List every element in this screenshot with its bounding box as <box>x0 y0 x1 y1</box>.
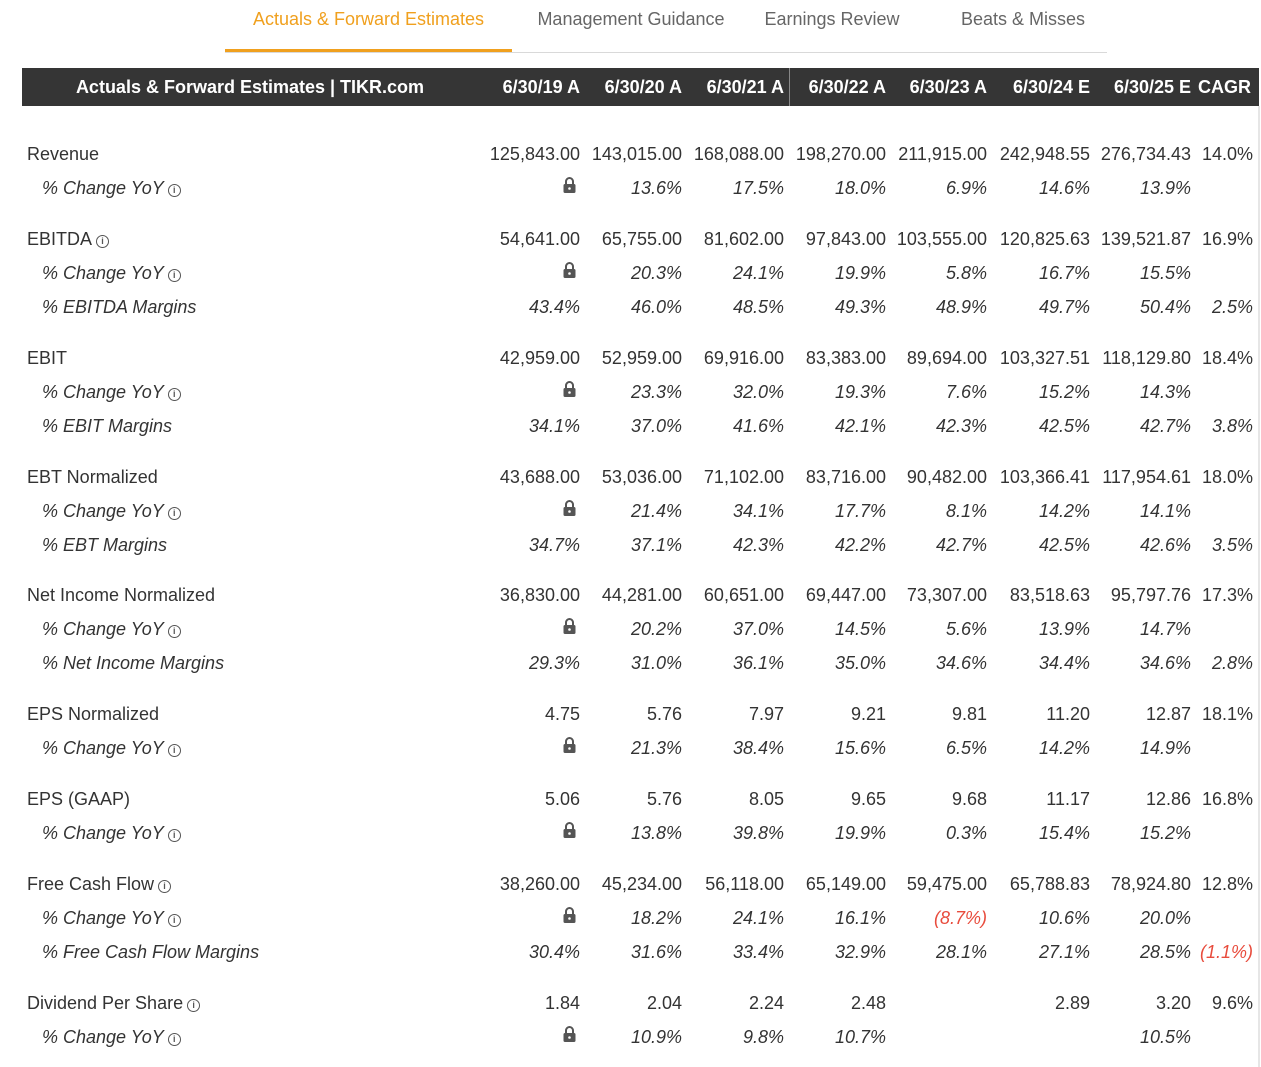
table-row <box>22 732 1259 764</box>
lock-icon[interactable] <box>562 499 577 517</box>
table-cell: 81,602.00 <box>703 229 784 249</box>
table-cell: 9.21 <box>850 704 886 724</box>
row-label-text: % EBIT Margins <box>42 416 173 436</box>
table-cell: 44,281.00 <box>601 585 682 605</box>
table-cell: 83,518.63 <box>1009 585 1090 605</box>
table-cell: 37.0% <box>630 416 682 436</box>
table-cell: 65,149.00 <box>805 874 886 894</box>
row-label-text: % EBT Margins <box>42 535 168 555</box>
table-row <box>22 783 1259 815</box>
info-icon[interactable]: i <box>168 829 181 842</box>
table-cell: 56,118.00 <box>705 874 784 894</box>
table-cell: 6.5% <box>945 738 987 758</box>
table-cell: 15.2% <box>1139 823 1191 843</box>
table-row <box>22 868 1259 900</box>
column-header: 6/30/20 A <box>604 77 682 97</box>
table-cell: 17.7% <box>834 501 886 521</box>
table-cell: 9.65 <box>850 789 886 809</box>
table-cell: (8.7%) <box>933 908 987 928</box>
table-cell: 9.81 <box>951 704 987 724</box>
table-cell: 42.5% <box>1038 416 1090 436</box>
row-label-text: Dividend Per Share <box>27 993 184 1013</box>
table-cell: 9.68 <box>951 789 987 809</box>
table-cell: 42.3% <box>732 535 784 555</box>
row-label <box>42 501 181 522</box>
table-cell: 15.2% <box>1038 382 1090 402</box>
table-cell: 42.6% <box>1139 535 1191 555</box>
table-row <box>22 902 1259 934</box>
table-row <box>22 138 1259 170</box>
table-row <box>22 1021 1259 1053</box>
table-cell: 65,788.83 <box>1009 874 1090 894</box>
table-cell: 52,959.00 <box>601 348 682 368</box>
table-cell: 18.4% <box>1201 348 1253 368</box>
table-cell: 65,755.00 <box>601 229 682 249</box>
table-cell: 15.4% <box>1038 823 1090 843</box>
table-row <box>22 613 1259 645</box>
info-icon[interactable]: i <box>168 914 181 927</box>
table-cell: 59,475.00 <box>906 874 987 894</box>
table-cell: 16.8% <box>1201 789 1253 809</box>
table-cell: 14.0% <box>1201 144 1253 164</box>
table-cell: 6.9% <box>945 178 987 198</box>
table-cell: 10.9% <box>630 1027 682 1047</box>
table-cell: 5.8% <box>945 263 987 283</box>
row-label-text: % Change YoY <box>42 738 164 758</box>
row-label <box>42 823 181 844</box>
table-cell: 242,948.55 <box>999 144 1090 164</box>
column-header: 6/30/24 E <box>1012 77 1090 97</box>
table-row <box>22 529 1259 561</box>
table-cell: 45,234.00 <box>601 874 682 894</box>
table-cell: 32.9% <box>834 942 886 962</box>
table-row <box>22 376 1259 408</box>
table-cell: 198,270.00 <box>795 144 886 164</box>
table-cell: 34.1% <box>528 416 580 436</box>
table-cell: 33.4% <box>732 942 784 962</box>
table-cell: 19.3% <box>834 382 886 402</box>
table-cell: 8.1% <box>945 501 987 521</box>
lock-icon[interactable] <box>562 380 577 398</box>
column-header: 6/30/25 E <box>1113 77 1191 97</box>
info-icon[interactable]: i <box>158 880 171 893</box>
row-label <box>27 993 200 1014</box>
lock-icon[interactable] <box>562 261 577 279</box>
table-cell: 103,555.00 <box>896 229 987 249</box>
table-cell: 42.7% <box>935 535 987 555</box>
row-label <box>27 585 215 606</box>
table-cell: 5.76 <box>646 704 682 724</box>
table-cell: 139,521.87 <box>1100 229 1191 249</box>
info-icon[interactable]: i <box>168 388 181 401</box>
table-cell: 38,260.00 <box>499 874 580 894</box>
info-icon[interactable]: i <box>168 625 181 638</box>
table-cell: 34.1% <box>732 501 784 521</box>
table-cell: 46.0% <box>630 297 682 317</box>
table-header <box>22 68 1259 106</box>
table-cell: 7.6% <box>945 382 987 402</box>
table-cell: 7.97 <box>748 704 784 724</box>
table-cell: 120,825.63 <box>999 229 1090 249</box>
row-label-text: EPS (GAAP) <box>27 789 131 809</box>
table-cell: 18.0% <box>1201 467 1253 487</box>
table-cell: 54,641.00 <box>499 229 580 249</box>
table-cell: 49.7% <box>1038 297 1090 317</box>
row-label <box>42 908 181 929</box>
table-row <box>22 410 1259 442</box>
table-cell: 43.4% <box>528 297 580 317</box>
table-cell: 117,954.61 <box>1102 467 1191 487</box>
table-cell: 38.4% <box>732 738 784 758</box>
table-cell: 2.48 <box>850 993 886 1013</box>
table-cell: 2.04 <box>646 993 682 1013</box>
table-cell: 28.5% <box>1139 942 1191 962</box>
table-row <box>22 698 1259 730</box>
table-cell: 10.5% <box>1139 1027 1191 1047</box>
table-cell: 36,830.00 <box>499 585 580 605</box>
table-cell: 5.06 <box>544 789 580 809</box>
table-cell: 18.1% <box>1201 704 1253 724</box>
column-header: 6/30/22 A <box>808 77 886 97</box>
table-row <box>22 495 1259 527</box>
row-label <box>42 297 196 318</box>
table-cell: 2.89 <box>1054 993 1090 1013</box>
table-cell: 21.4% <box>630 501 682 521</box>
table-row <box>22 342 1259 374</box>
table-cell: 5.76 <box>646 789 682 809</box>
table-cell: 2.24 <box>748 993 784 1013</box>
table-cell: 42.2% <box>834 535 886 555</box>
row-label-text: % Change YoY <box>42 263 164 283</box>
table-row <box>22 647 1259 679</box>
table-cell: 118,129.80 <box>1102 348 1191 368</box>
table-cell: 10.7% <box>834 1027 886 1047</box>
row-label-text: EBITDA <box>27 229 93 249</box>
row-label-text: % EBITDA Margins <box>42 297 197 317</box>
row-label-text: % Change YoY <box>42 178 164 198</box>
table-cell: 16.1% <box>834 908 886 928</box>
info-icon[interactable]: i <box>96 235 109 248</box>
table-cell: 42,959.00 <box>499 348 580 368</box>
row-label <box>42 738 181 759</box>
table-cell: 31.6% <box>630 942 682 962</box>
row-label <box>27 874 171 895</box>
table-cell: 39.8% <box>732 823 784 843</box>
table-cell: 71,102.00 <box>703 467 784 487</box>
table-cell: 49.3% <box>834 297 886 317</box>
row-label-text: % Change YoY <box>42 501 164 521</box>
table-cell: 4.75 <box>544 704 580 724</box>
table-cell: 168,088.00 <box>693 144 784 164</box>
row-label <box>27 229 109 250</box>
table-cell: 14.5% <box>834 619 886 639</box>
table-cell: 12.86 <box>1145 789 1191 809</box>
row-label-text: % Change YoY <box>42 382 164 402</box>
table-cell: 16.7% <box>1038 263 1090 283</box>
table-cell: 37.1% <box>630 535 682 555</box>
table-cell: (1.1%) <box>1199 942 1253 962</box>
row-label <box>42 382 181 403</box>
info-icon[interactable]: i <box>187 999 200 1012</box>
table-cell: 37.0% <box>732 619 784 639</box>
table-row <box>22 223 1259 255</box>
table-cell: 34.4% <box>1038 653 1090 673</box>
table-cell: 14.9% <box>1139 738 1191 758</box>
table-cell: 53,036.00 <box>601 467 682 487</box>
table-cell: 17.5% <box>732 178 784 198</box>
table-cell: 19.9% <box>834 823 886 843</box>
lock-icon[interactable] <box>562 906 577 924</box>
tab-beats-misses[interactable]: Beats & Misses <box>960 9 1086 29</box>
info-icon[interactable]: i <box>168 184 181 197</box>
table-cell: 11.17 <box>1046 789 1090 809</box>
table-cell: 20.0% <box>1139 908 1191 928</box>
table-cell: 103,327.51 <box>999 348 1090 368</box>
table-cell: 50.4% <box>1139 297 1191 317</box>
row-label-text: Revenue <box>27 144 100 164</box>
table-cell: 34.7% <box>528 535 580 555</box>
table-cell: 11.20 <box>1046 704 1090 724</box>
table-cell: 78,924.80 <box>1110 874 1191 894</box>
table-cell: 95,797.76 <box>1110 585 1191 605</box>
row-label <box>42 1027 181 1048</box>
table-cell: 48.9% <box>935 297 987 317</box>
table-cell: 211,915.00 <box>898 144 987 164</box>
table-cell: 43,688.00 <box>499 467 580 487</box>
table-cell: 34.6% <box>935 653 987 673</box>
table-row <box>22 172 1259 204</box>
row-label <box>27 704 159 725</box>
row-label-text: % Change YoY <box>42 908 164 928</box>
row-label <box>27 789 130 810</box>
row-label-text: EPS Normalized <box>27 704 160 724</box>
table-cell: 3.5% <box>1211 535 1253 555</box>
table-cell: 125,843.00 <box>489 144 580 164</box>
row-label-text: Free Cash Flow <box>27 874 155 894</box>
table-cell: 9.8% <box>742 1027 784 1047</box>
table-cell: 13.6% <box>630 178 682 198</box>
table-row <box>22 987 1259 1019</box>
table-cell: 13.8% <box>630 823 682 843</box>
table-cell: 31.0% <box>630 653 682 673</box>
table-row <box>22 936 1259 968</box>
table-cell: 103,366.41 <box>999 467 1090 487</box>
table-cell: 9.6% <box>1211 993 1253 1013</box>
table-cell: 14.7% <box>1139 619 1191 639</box>
row-label <box>42 535 167 556</box>
table-cell: 42.1% <box>834 416 886 436</box>
table-cell: 18.0% <box>834 178 886 198</box>
table-cell: 0.3% <box>945 823 987 843</box>
table-cell: 41.6% <box>732 416 784 436</box>
table-cell: 27.1% <box>1038 942 1090 962</box>
row-label <box>42 653 224 674</box>
row-label-text: EBIT <box>27 348 68 368</box>
row-label <box>42 178 181 199</box>
column-header: CAGR <box>1198 77 1251 97</box>
table-cell: 73,307.00 <box>906 585 987 605</box>
row-label-text: % Change YoY <box>42 619 164 639</box>
table-cell: 42.7% <box>1139 416 1191 436</box>
table-cell: 42.3% <box>935 416 987 436</box>
tab-actuals-forward-estimates[interactable]: Actuals & Forward Estimates <box>225 0 512 52</box>
table-cell: 89,694.00 <box>906 348 987 368</box>
table-cell: 20.3% <box>630 263 682 283</box>
scroll-edge <box>1258 106 1260 1067</box>
table-cell: 15.5% <box>1139 263 1191 283</box>
table-cell: 28.1% <box>935 942 987 962</box>
table-cell: 3.20 <box>1155 993 1191 1013</box>
info-icon[interactable]: i <box>168 269 181 282</box>
row-label <box>27 144 99 165</box>
table-cell: 14.3% <box>1139 382 1191 402</box>
table-cell: 24.1% <box>732 263 784 283</box>
table-cell: 69,447.00 <box>805 585 886 605</box>
table-cell: 24.1% <box>732 908 784 928</box>
row-label-text: Net Income Normalized <box>27 585 216 605</box>
table-cell: 16.9% <box>1201 229 1253 249</box>
row-label <box>42 942 259 963</box>
table-title: Actuals & Forward Estimates | TIKR.com <box>75 77 425 97</box>
table-cell: 83,383.00 <box>805 348 886 368</box>
lock-icon[interactable] <box>562 617 577 635</box>
tab-management-guidance[interactable]: Management Guidance <box>537 9 725 29</box>
table-cell: 143,015.00 <box>591 144 682 164</box>
table-cell: 15.6% <box>834 738 886 758</box>
table-cell: 97,843.00 <box>805 229 886 249</box>
table-row <box>22 817 1259 849</box>
table-cell: 60,651.00 <box>703 585 784 605</box>
row-label <box>42 263 181 284</box>
table-row <box>22 461 1259 493</box>
lock-icon[interactable] <box>562 736 577 754</box>
table-cell: 19.9% <box>834 263 886 283</box>
table-cell: 30.4% <box>528 942 580 962</box>
table-row <box>22 579 1259 611</box>
table-cell: 69,916.00 <box>703 348 784 368</box>
lock-icon[interactable] <box>562 176 577 194</box>
table-cell: 35.0% <box>834 653 886 673</box>
row-label-text: % Net Income Margins <box>42 653 225 673</box>
actuals-divider <box>789 68 790 106</box>
table-cell: 48.5% <box>732 297 784 317</box>
table-cell: 2.5% <box>1211 297 1253 317</box>
table-cell: 2.8% <box>1211 653 1253 673</box>
tab-earnings-review[interactable]: Earnings Review <box>764 9 900 29</box>
table-cell: 32.0% <box>732 382 784 402</box>
row-label <box>27 467 158 488</box>
column-header: 6/30/21 A <box>706 77 784 97</box>
table-cell: 14.1% <box>1139 501 1191 521</box>
column-header: 6/30/19 A <box>502 77 580 97</box>
tab-bar <box>225 0 1107 53</box>
table-cell: 83,716.00 <box>805 467 886 487</box>
table-cell: 276,734.43 <box>1100 144 1191 164</box>
row-label <box>42 619 181 640</box>
table-cell: 12.8% <box>1201 874 1253 894</box>
table-cell: 3.8% <box>1211 416 1253 436</box>
table-cell: 5.6% <box>945 619 987 639</box>
table-cell: 10.6% <box>1038 908 1090 928</box>
table-row <box>22 257 1259 289</box>
lock-icon[interactable] <box>562 1025 577 1043</box>
table-cell: 21.3% <box>630 738 682 758</box>
table-cell: 12.87 <box>1145 704 1191 724</box>
table-cell: 1.84 <box>544 993 580 1013</box>
table-cell: 18.2% <box>630 908 682 928</box>
row-label-text: % Free Cash Flow Margins <box>42 942 260 962</box>
table-cell: 23.3% <box>630 382 682 402</box>
table-cell: 13.9% <box>1038 619 1090 639</box>
row-label-text: % Change YoY <box>42 1027 164 1047</box>
row-label-text: EBT Normalized <box>27 467 158 487</box>
table-cell: 20.2% <box>630 619 682 639</box>
table-cell: 34.6% <box>1139 653 1191 673</box>
table-cell: 14.6% <box>1038 178 1090 198</box>
info-icon[interactable]: i <box>168 507 181 520</box>
table-cell: 36.1% <box>732 653 784 673</box>
info-icon[interactable]: i <box>168 744 181 757</box>
column-header: 6/30/23 A <box>909 77 987 97</box>
lock-icon[interactable] <box>562 821 577 839</box>
table-row <box>22 291 1259 323</box>
table-cell: 14.2% <box>1038 738 1090 758</box>
row-label <box>42 416 172 437</box>
table-cell: 8.05 <box>748 789 784 809</box>
table-cell: 42.5% <box>1038 535 1090 555</box>
info-icon[interactable]: i <box>168 1033 181 1046</box>
table-cell: 90,482.00 <box>906 467 987 487</box>
table-cell: 14.2% <box>1038 501 1090 521</box>
row-label <box>27 348 67 369</box>
row-label-text: % Change YoY <box>42 823 164 843</box>
table-cell: 17.3% <box>1201 585 1253 605</box>
table-cell: 13.9% <box>1139 178 1191 198</box>
table-cell: 29.3% <box>528 653 580 673</box>
